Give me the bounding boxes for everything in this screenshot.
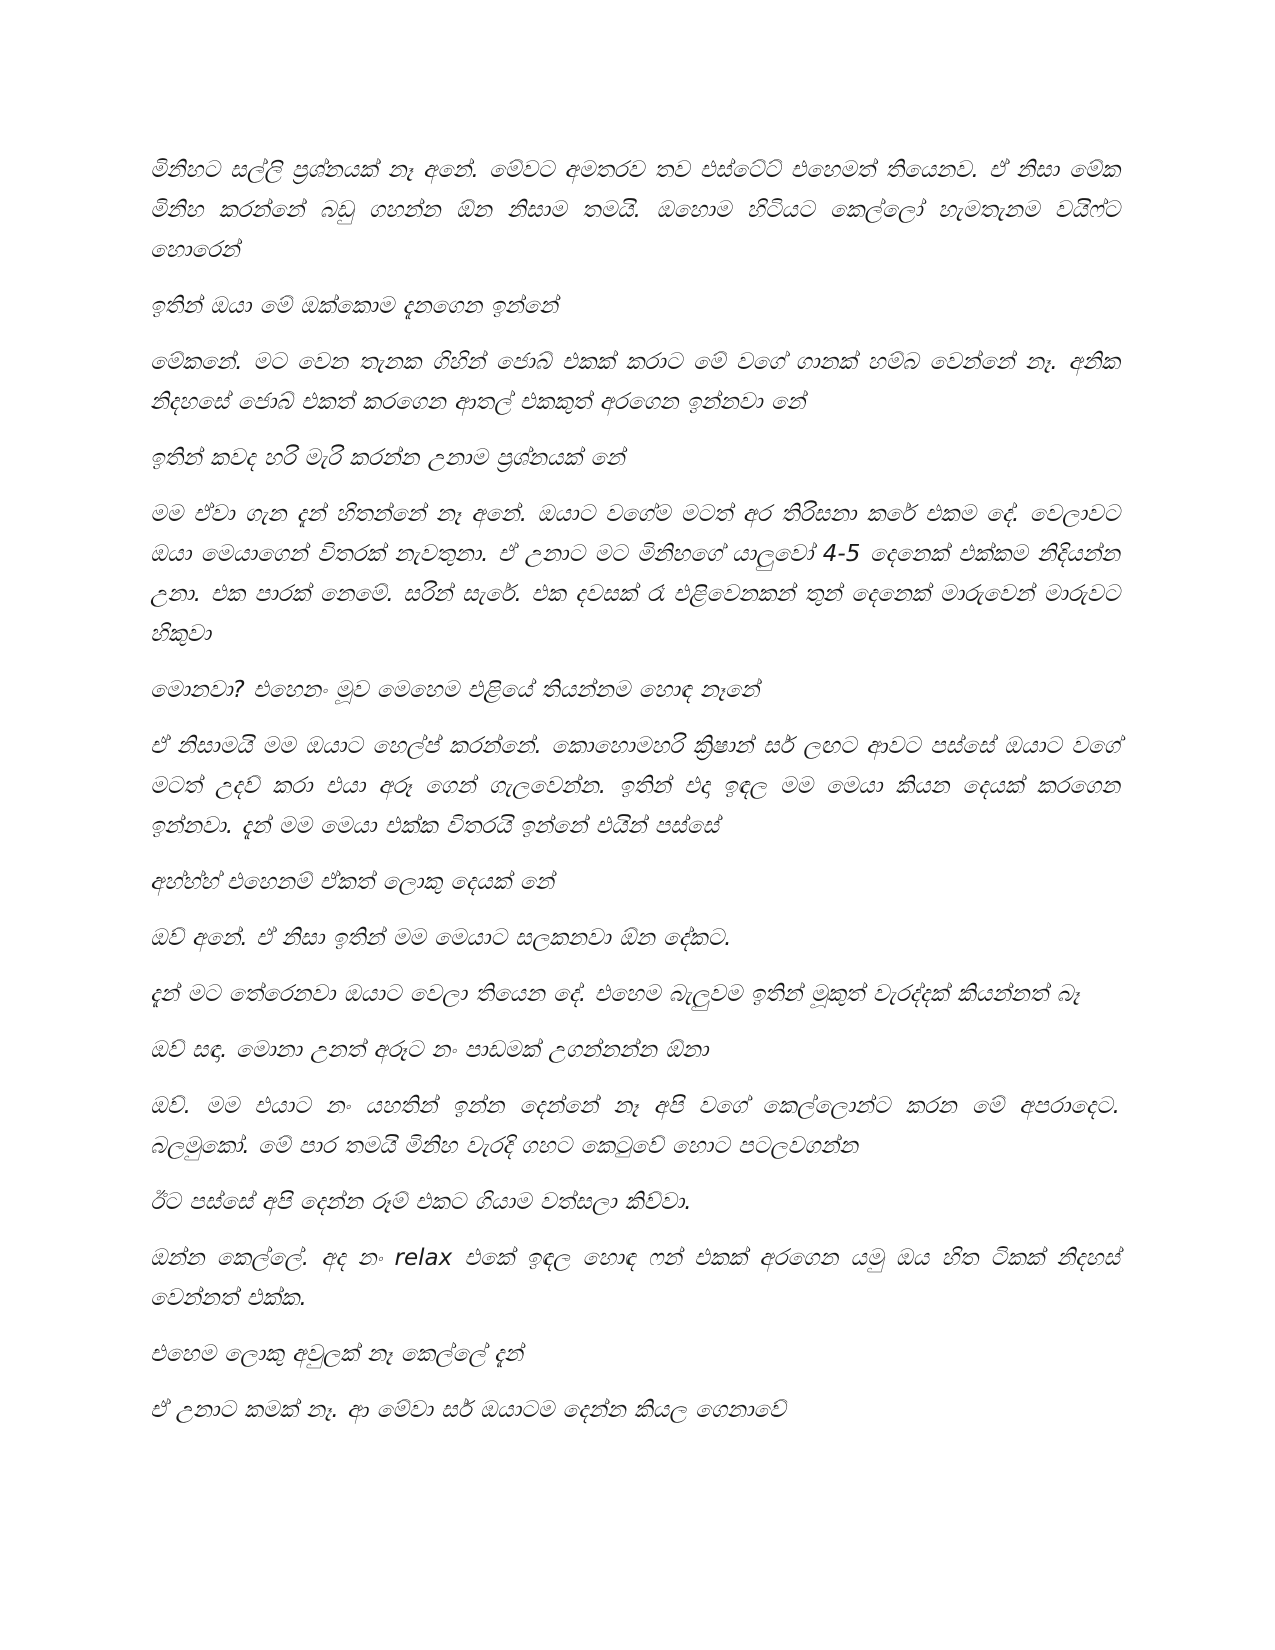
paragraph-7: ඒ නිසාමයි මම ඔයාට හෙල්ප් කරන්නේ. කොහොමහරි ක්‍රිෂාන් සර් ලඟට ආවට පස්සේ ඔයාට වගේ මටත් උදව් කරා එයා අරූ ගෙන් ගැලවෙන්න. ඉතින් එදා ඉඳල මම මෙයා කියන දෙයක් කරගෙන ඉන්නවා. දැන් මම මෙයා එක්ක විතරයි ඉන්නේ එයින් පස්සේ <box>150 733 1120 839</box>
paragraph-13: ඊට පස්සේ අපි දෙන්න රූම් එකට ගියාම වත්සලා කිව්වා. <box>150 1189 692 1215</box>
paragraph-5: මම ඒවා ගැන දැන් හිතන්නේ නෑ අනේ. ඔයාට වගේම මටත් අර තිරිසනා කරේ එකම දේ. වෙලාවට ඔයා මෙයාගෙන් විතරක් නැවතුනා. ඒ උනාට මට මිනිහගේ යාලුවෝ 4-5 දෙනෙක් එක්කම නිදියන්න උනා. එක පාරක් නෙමේ. සරින් සැරේ. එක දවසක් රෑ එළිවෙනකන් තුන් දෙනෙක් මාරුවෙන් මාරුවට හිකුවා <box>150 501 1120 647</box>
paragraph-11: ඔව් සඳා. මොනා උනත් අරූට නං පාඩමක් උගන්නන්න ඕනා <box>150 1037 709 1063</box>
paragraph-14: ඔන්න කෙල්ලේ. අද නං relax එකේ ඉඳල හොඳ ෆන් එකක් අරගෙන යමු ඔය හිත ටිකක් නිදහස් වෙන්නත් එක්ක. <box>150 1245 1120 1311</box>
paragraph-10: දැන් මට තේරෙනවා ඔයාට වෙලා තියෙන දේ. එහෙම බැලුවම ඉතින් මූකුත් වැරද්දක් කියන්නත් බෑ <box>150 981 1080 1007</box>
paragraph-9: ඔව් අනේ. ඒ නිසා ඉතින් මම මෙයාට සලකනවා ඕන දේකට. <box>150 925 732 951</box>
paragraph-8: අහ්හ්හ් එහෙනම් ඒකත් ලොකු දෙයක් නේ <box>150 869 554 895</box>
paragraph-12: ඔව්. මම එයාට නං යහතින් ඉන්න දෙන්නේ නෑ අපි වගේ කෙල්ලොන්ට කරන මේ අපරාදෙට. බලමුකෝ. මේ පාර තමයි මිනිහ වැරදි ගහට කෙටුවේ හොට පටලවගන්න <box>150 1093 1120 1159</box>
paragraph-16: ඒ උනාට කමක් නෑ. ආ මේවා සර් ඔයාටම දෙන්න කියල ගෙනාවේ <box>150 1397 786 1423</box>
paragraph-2: ඉතින් ඔයා මේ ඔක්කොම දැනගෙන ඉන්නේ <box>150 293 558 319</box>
document-body <box>150 150 1120 1446</box>
paragraph-3: මේකනේ. මට වෙන තැනක ගිහින් ජොබ් එකක් කරාට මේ වගේ ගානක් හම්බ වෙන්නේ නෑ. අනික නිදහසේ ජොබ් එකත් කරගෙන ආතල් එකකුත් අරගෙන ඉන්නවා නේ <box>150 349 1120 415</box>
paragraph-6: මොනවා? එහෙනං මූව මෙහෙම එළියේ තියන්නම හොඳ නෑනේ <box>150 677 760 703</box>
paragraph-4: ඉතින් කවද හරි මැරි කරන්න උනාම ප්‍රශ්නයක් නේ <box>150 445 625 471</box>
paragraph-15: එහෙම ලොකු අවුලක් නෑ කෙල්ලේ දැන් <box>150 1341 523 1367</box>
paragraph-1: මිනිහට සල්ලි ප්‍රශ්නයක් නෑ අනේ. මේවට අමතරව තව එස්ටේට් එහෙමත් තියෙනව. ඒ නිසා මේක මිනිහ කරන්නේ බඩු ගහන්න ඕන නිසාම තමයි. ඔහොම හිටියට කෙල්ලෝ හැමතැනම වයිෆ්ට හොරෙන් <box>150 157 1120 263</box>
